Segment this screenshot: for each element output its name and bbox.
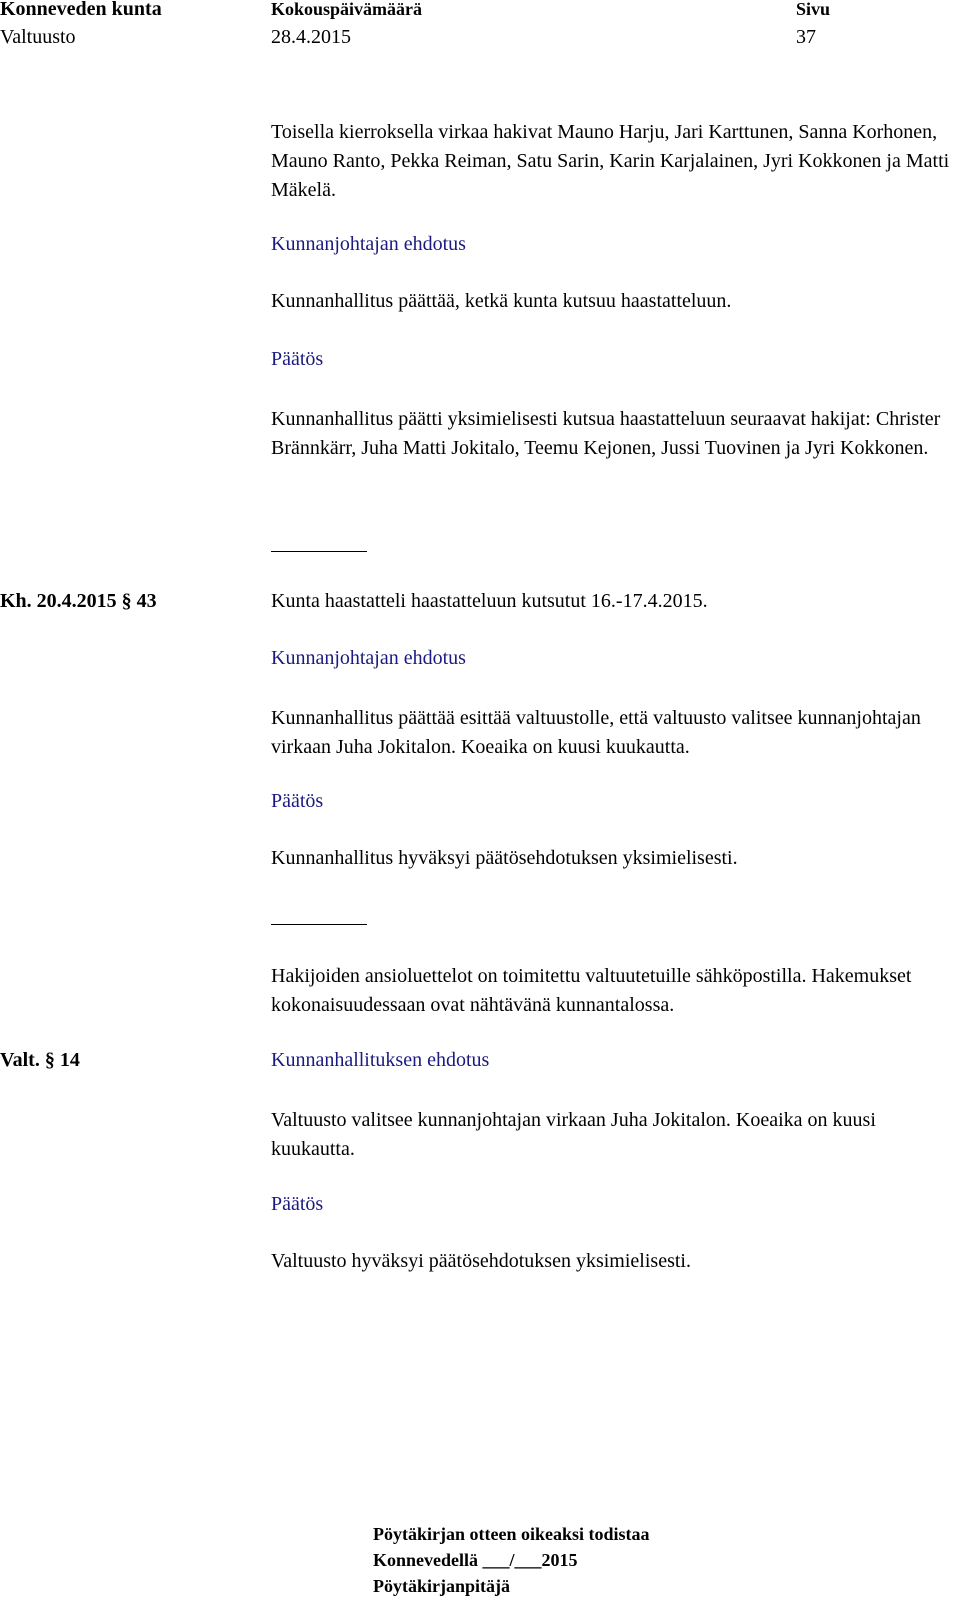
paragraph-decision-3: Valtuusto hyväksyi päätösehdotuksen yksimielisesti. [271,1250,691,1272]
footer-certification: Pöytäkirjan otteen oikeaksi todistaa [373,1524,650,1544]
header-body: Valtuusto [0,26,76,48]
subheading-board-proposal: Kunnanhallituksen ehdotus [271,1049,490,1071]
subheading-decision-3: Päätös [271,1193,324,1215]
paragraph-proposal-2: Kunnanhallitus päättää esittää valtuustolle, että valtuusto valitsee kunnanjohtajan virkaan Juha Jokitalon. Koeaika on kuusi kuukautta. [271,707,921,758]
subheading-decision-2: Päätös [271,790,324,812]
subheading-manager-proposal-1: Kunnanjohtajan ehdotus [271,233,466,255]
paragraph-board-proposal: Valtuusto valitsee kunnanjohtajan virkaan Juha Jokitalon. Koeaika on kuusi kuukautta. [271,1109,876,1160]
subheading-decision-1: Päätös [271,348,324,370]
section-label-valt: Valt. § 14 [0,1049,80,1071]
section-divider [271,924,367,925]
header-date: 28.4.2015 [271,26,351,48]
section-label-kh: Kh. 20.4.2015 § 43 [0,590,157,612]
paragraph-decision-1: Kunnanhallitus päätti yksimielisesti kutsua haastatteluun seuraavat hakijat: Christer Brännkärr, Juha Matti Jokitalo, Teemu Kejonen, Jussi Tuovinen ja Jyri Kokkonen. [271,408,941,459]
subheading-manager-proposal-2: Kunnanjohtajan ehdotus [271,647,466,669]
header-org: Konneveden kunta [0,0,162,20]
header-page-label: Sivu [796,0,831,19]
paragraph-proposal-1: Kunnanhallitus päättää, ketkä kunta kutsuu haastatteluun. [271,290,732,312]
section-divider [271,551,367,552]
footer-place-date: Konnevedellä ___/___2015 [373,1550,578,1570]
paragraph-cv-note: Hakijoiden ansioluettelot on toimitettu valtuutetuille sähköpostilla. Hakemukset kokonaisuudessaan ovat nähtävänä kunnantalossa. [271,965,912,1016]
header-page-number: 37 [796,26,816,48]
paragraph-applicants-round-two: Toisella kierroksella virkaa hakivat Mauno Harju, Jari Karttunen, Sanna Korhonen, Mauno Ranto, Pekka Reiman, Satu Sarin, Karin Karjalainen, Jyri Kokkonen ja Matti Mäkelä. [271,121,950,201]
footer-secretary: Pöytäkirjanpitäjä [373,1576,510,1596]
header-date-label: Kokouspäivämäärä [271,0,423,19]
paragraph-decision-2: Kunnanhallitus hyväksyi päätösehdotuksen yksimielisesti. [271,847,738,869]
section-title-kh: Kunta haastatteli haastatteluun kutsutut 16.-17.4.2015. [271,590,708,612]
